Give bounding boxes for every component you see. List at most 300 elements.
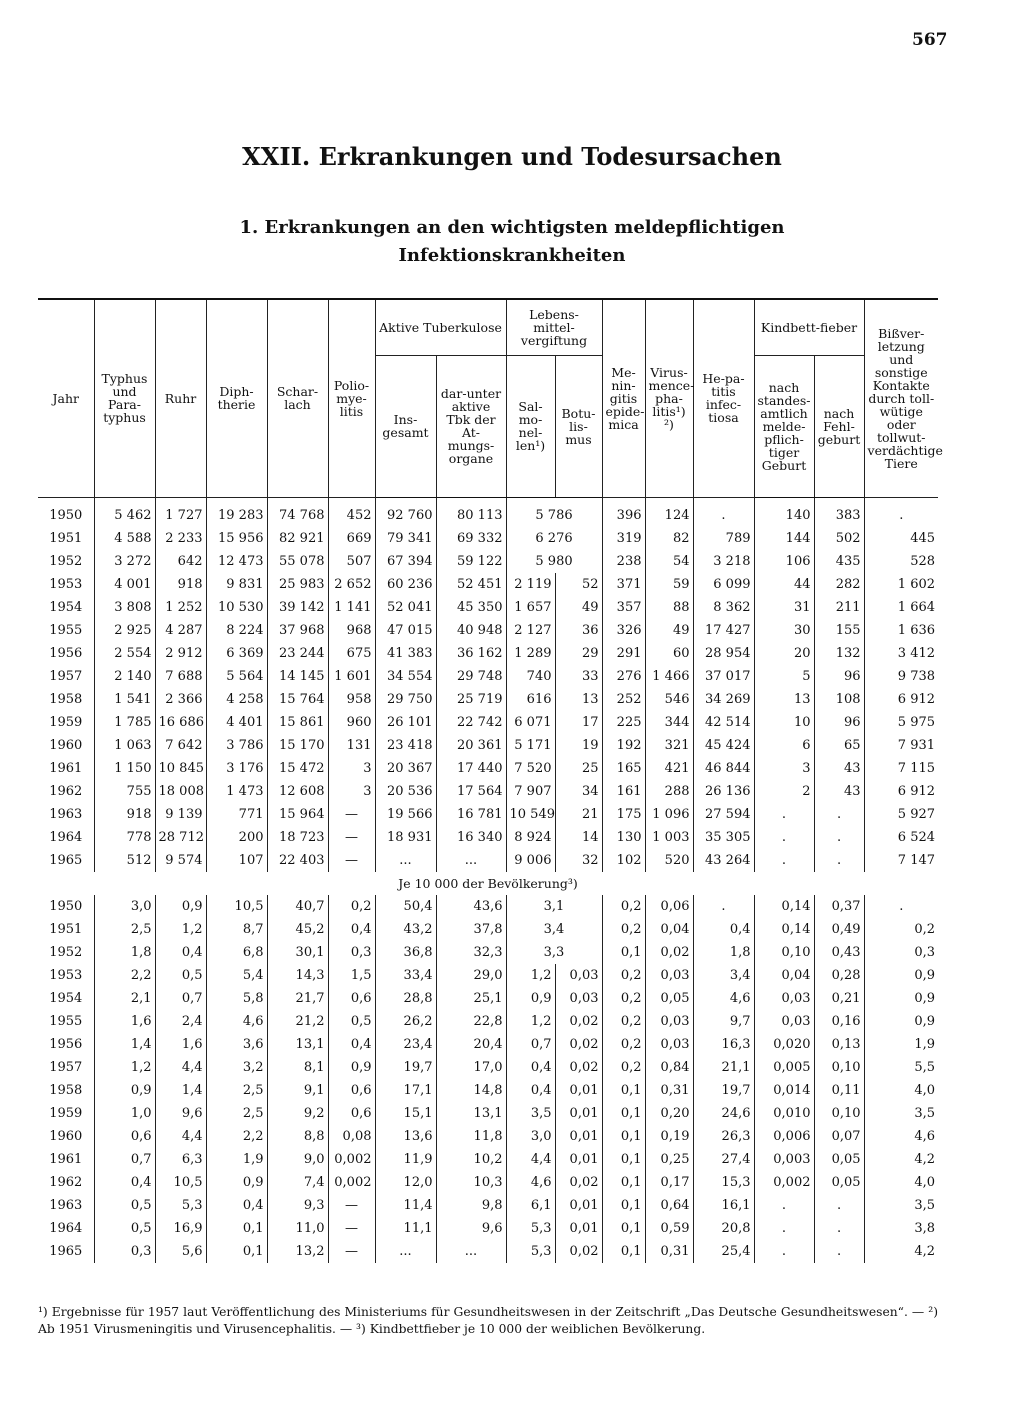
table-cell: 36 bbox=[555, 619, 602, 642]
table-cell: 5,3 bbox=[506, 1217, 555, 1240]
table-cell: 0,002 bbox=[328, 1148, 375, 1171]
col-tbk-atmung: dar-unter aktive Tbk der At-mungs-organe bbox=[436, 355, 506, 497]
table-cell: 16 781 bbox=[436, 803, 506, 826]
table-cell: 4,6 bbox=[864, 1125, 938, 1148]
table-cell: 0,1 bbox=[602, 1217, 645, 1240]
table-cell: 40,7 bbox=[267, 895, 328, 918]
table-cell: 0,4 bbox=[506, 1056, 555, 1079]
absolute-section bbox=[38, 497, 938, 872]
year-cell: 1964 bbox=[49, 829, 83, 845]
table-cell: . bbox=[693, 895, 754, 918]
table-cell: 3 bbox=[328, 757, 375, 780]
col-salmonellen: Sal-mo-nel-len¹) bbox=[506, 355, 555, 497]
table-cell: 107 bbox=[206, 849, 267, 872]
table-cell: 1,4 bbox=[155, 1079, 206, 1102]
table-cell: 11,0 bbox=[267, 1217, 328, 1240]
table-cell: 7 642 bbox=[155, 734, 206, 757]
table-row bbox=[38, 665, 938, 688]
table-cell: 20,8 bbox=[693, 1217, 754, 1240]
table-cell: 0,10 bbox=[814, 1056, 864, 1079]
table-cell: 616 bbox=[506, 688, 555, 711]
table-cell: 6 099 bbox=[693, 573, 754, 596]
table-cell: 9,1 bbox=[267, 1079, 328, 1102]
table-cell: . bbox=[754, 1240, 814, 1263]
table-cell: 321 bbox=[645, 734, 693, 757]
table-cell: 13,1 bbox=[436, 1102, 506, 1125]
table-cell: 2,2 bbox=[206, 1125, 267, 1148]
table-cell: 5 975 bbox=[864, 711, 938, 734]
table-cell: 0,03 bbox=[555, 987, 602, 1010]
table-cell: 211 bbox=[814, 596, 864, 619]
table-cell: 4 588 bbox=[94, 527, 155, 550]
table-cell: 16,9 bbox=[155, 1217, 206, 1240]
table-row bbox=[38, 596, 938, 619]
table-cell: 7 115 bbox=[864, 757, 938, 780]
col-meningitis: Me-nin-gitis epide-mica bbox=[602, 299, 645, 497]
table-cell: 82 921 bbox=[267, 527, 328, 550]
table-cell: 396 bbox=[602, 497, 645, 527]
table-cell: 0,16 bbox=[814, 1010, 864, 1033]
table-cell: 7,4 bbox=[267, 1171, 328, 1194]
table-cell: . bbox=[814, 849, 864, 872]
table-cell: 0,2 bbox=[602, 895, 645, 918]
table-cell: 0,4 bbox=[155, 941, 206, 964]
table-row bbox=[38, 497, 938, 527]
table-cell: 49 bbox=[555, 596, 602, 619]
table-cell: 0,7 bbox=[155, 987, 206, 1010]
table-cell: 10,5 bbox=[206, 895, 267, 918]
table-cell: 20,4 bbox=[436, 1033, 506, 1056]
table-cell: 0,2 bbox=[602, 1033, 645, 1056]
table-cell: 10 bbox=[754, 711, 814, 734]
table-cell: 0,05 bbox=[814, 1148, 864, 1171]
table-cell: 507 bbox=[328, 550, 375, 573]
table-cell: 25,4 bbox=[693, 1240, 754, 1263]
table-cell: 1,2 bbox=[155, 918, 206, 941]
table-cell: 2,5 bbox=[94, 918, 155, 941]
table-row bbox=[38, 1010, 938, 1033]
table-cell: — bbox=[328, 1240, 375, 1263]
table-cell: 10,2 bbox=[436, 1148, 506, 1171]
table-cell: 9,6 bbox=[155, 1102, 206, 1125]
table-row bbox=[38, 1240, 938, 1263]
table-cell: 0,02 bbox=[555, 1240, 602, 1263]
table-cell: 3,0 bbox=[94, 895, 155, 918]
table-cell: 771 bbox=[206, 803, 267, 826]
table-cell: — bbox=[328, 849, 375, 872]
table-cell: 0,11 bbox=[814, 1079, 864, 1102]
table-cell: 0,7 bbox=[94, 1148, 155, 1171]
table-cell: 0,020 bbox=[754, 1033, 814, 1056]
table-cell: 0,02 bbox=[645, 941, 693, 964]
year-cell: 1955 bbox=[49, 1013, 83, 1029]
table-cell: 9,3 bbox=[267, 1194, 328, 1217]
table-cell: 1 541 bbox=[94, 688, 155, 711]
table-cell: 1 096 bbox=[645, 803, 693, 826]
table-cell: 1 664 bbox=[864, 596, 938, 619]
table-cell: 960 bbox=[328, 711, 375, 734]
table-cell: 4,4 bbox=[155, 1125, 206, 1148]
table-cell: 17,1 bbox=[375, 1079, 436, 1102]
table-cell: 0,014 bbox=[754, 1079, 814, 1102]
table-cell: 0,5 bbox=[155, 964, 206, 987]
table-cell: 17,0 bbox=[436, 1056, 506, 1079]
table-cell: 7 688 bbox=[155, 665, 206, 688]
table-cell: 49 bbox=[645, 619, 693, 642]
table-cell: 740 bbox=[506, 665, 555, 688]
table-cell: 1,9 bbox=[206, 1148, 267, 1171]
table-cell: ... bbox=[375, 1240, 436, 1263]
table-cell: 37 017 bbox=[693, 665, 754, 688]
col-group-lebensmittel: Lebens-mittel-vergiftung bbox=[506, 299, 602, 355]
table-cell: 45 424 bbox=[693, 734, 754, 757]
table-cell: 42 514 bbox=[693, 711, 754, 734]
table-row bbox=[38, 1125, 938, 1148]
table-cell: 7 907 bbox=[506, 780, 555, 803]
table-cell: 12,0 bbox=[375, 1171, 436, 1194]
table-cell: 0,01 bbox=[555, 1194, 602, 1217]
table-cell: 4,2 bbox=[864, 1148, 938, 1171]
table-cell: 9,7 bbox=[693, 1010, 754, 1033]
table-cell: 326 bbox=[602, 619, 645, 642]
table-cell: 8,1 bbox=[267, 1056, 328, 1079]
table-cell: 3,1 bbox=[506, 895, 602, 918]
table-cell: 0,01 bbox=[555, 1125, 602, 1148]
table-cell: . bbox=[754, 1217, 814, 1240]
table-cell: 5,3 bbox=[155, 1194, 206, 1217]
table-cell: ... bbox=[436, 849, 506, 872]
table-cell: 6,3 bbox=[155, 1148, 206, 1171]
table-cell: 23 244 bbox=[267, 642, 328, 665]
table-cell: 0,1 bbox=[602, 1102, 645, 1125]
table-cell: 968 bbox=[328, 619, 375, 642]
table-cell: 52 bbox=[555, 573, 602, 596]
table-cell: 0,2 bbox=[602, 964, 645, 987]
table-cell: 0,9 bbox=[506, 987, 555, 1010]
col-group-kindbett: Kindbett-fieber bbox=[754, 299, 864, 355]
table-cell: . bbox=[814, 1240, 864, 1263]
table-cell: 29 bbox=[555, 642, 602, 665]
year-cell: 1952 bbox=[49, 553, 83, 569]
table-cell: 5,3 bbox=[506, 1240, 555, 1263]
table-cell: 15 170 bbox=[267, 734, 328, 757]
table-cell: 291 bbox=[602, 642, 645, 665]
table-cell: 0,01 bbox=[555, 1217, 602, 1240]
table-cell: — bbox=[328, 826, 375, 849]
year-cell: 1958 bbox=[49, 691, 83, 707]
table-cell: 30,1 bbox=[267, 941, 328, 964]
table-row bbox=[38, 550, 938, 573]
table-cell: — bbox=[328, 803, 375, 826]
table-cell: . bbox=[754, 849, 814, 872]
table-cell: 0,005 bbox=[754, 1056, 814, 1079]
table-cell: 5 927 bbox=[864, 803, 938, 826]
table-row bbox=[38, 573, 938, 596]
table-cell: 13,2 bbox=[267, 1240, 328, 1263]
table-cell: 9 831 bbox=[206, 573, 267, 596]
table-cell: 1 003 bbox=[645, 826, 693, 849]
table-cell: 0,03 bbox=[645, 1033, 693, 1056]
table-cell: 546 bbox=[645, 688, 693, 711]
table-cell: 5 786 bbox=[506, 497, 602, 527]
table-cell: 14 145 bbox=[267, 665, 328, 688]
table-cell: 5,4 bbox=[206, 964, 267, 987]
table-cell: 46 844 bbox=[693, 757, 754, 780]
table-cell: 0,13 bbox=[814, 1033, 864, 1056]
table-cell: 102 bbox=[602, 849, 645, 872]
table-cell: 20 536 bbox=[375, 780, 436, 803]
table-cell: 6 912 bbox=[864, 688, 938, 711]
col-botulismus: Botu-lis-mus bbox=[555, 355, 602, 497]
table-cell: 3,5 bbox=[864, 1102, 938, 1125]
table-cell: 0,1 bbox=[602, 1194, 645, 1217]
table-cell: 165 bbox=[602, 757, 645, 780]
table-cell: 200 bbox=[206, 826, 267, 849]
infection-table bbox=[38, 298, 943, 1263]
table-cell: 0,03 bbox=[555, 964, 602, 987]
table-cell: 0,1 bbox=[602, 1079, 645, 1102]
table-cell: 9 738 bbox=[864, 665, 938, 688]
table-row bbox=[38, 711, 938, 734]
table-cell: 60 bbox=[645, 642, 693, 665]
table-cell: 6 912 bbox=[864, 780, 938, 803]
table-cell: 9 574 bbox=[155, 849, 206, 872]
table-row bbox=[38, 780, 938, 803]
table-cell: 452 bbox=[328, 497, 375, 527]
table-cell: 1 063 bbox=[94, 734, 155, 757]
table-cell: 0,04 bbox=[645, 918, 693, 941]
table-cell: 13,6 bbox=[375, 1125, 436, 1148]
table-cell: 0,05 bbox=[814, 1171, 864, 1194]
table-cell: 12 608 bbox=[267, 780, 328, 803]
table-cell: 0,002 bbox=[328, 1171, 375, 1194]
footnotes: ¹) Ergebnisse für 1957 laut Veröffentlichung des Ministeriums für Gesundheitswesen in der Zeitschrift „Das Deutsche Gesundheitswesen“. — ²) Ab 1951 Virusmeningitis und Virusencephalitis. — ³) Kindbettfieber je 10 000 der weiblichen Bevölkerung. bbox=[38, 1305, 938, 1336]
table-cell: 755 bbox=[94, 780, 155, 803]
table-cell: 2,4 bbox=[155, 1010, 206, 1033]
col-typhus: Typhus und Para-typhus bbox=[94, 299, 155, 497]
table-cell: 528 bbox=[864, 550, 938, 573]
table-cell: 45 350 bbox=[436, 596, 506, 619]
table-row bbox=[38, 527, 938, 550]
table-cell: 15 861 bbox=[267, 711, 328, 734]
table-cell: 92 760 bbox=[375, 497, 436, 527]
table-cell: 28,8 bbox=[375, 987, 436, 1010]
table-cell: 1,2 bbox=[506, 1010, 555, 1033]
table-cell: 9 006 bbox=[506, 849, 555, 872]
table-cell: 6,8 bbox=[206, 941, 267, 964]
table-cell: 3 808 bbox=[94, 596, 155, 619]
table-cell: — bbox=[328, 1217, 375, 1240]
table-cell: 10 549 bbox=[506, 803, 555, 826]
table-cell: 4 001 bbox=[94, 573, 155, 596]
table-cell: 9,2 bbox=[267, 1102, 328, 1125]
table-cell: 3 412 bbox=[864, 642, 938, 665]
table-cell: 11,1 bbox=[375, 1217, 436, 1240]
table-cell: 12 473 bbox=[206, 550, 267, 573]
table-cell: 80 113 bbox=[436, 497, 506, 527]
table-row bbox=[38, 757, 938, 780]
col-scharlach: Schar-lach bbox=[267, 299, 328, 497]
table-cell: 15 764 bbox=[267, 688, 328, 711]
table-cell: 0,14 bbox=[754, 895, 814, 918]
year-cell: 1962 bbox=[49, 783, 83, 799]
table-cell: 37 968 bbox=[267, 619, 328, 642]
table-cell: 35 305 bbox=[693, 826, 754, 849]
table-cell: 4 401 bbox=[206, 711, 267, 734]
table-cell: 29,0 bbox=[436, 964, 506, 987]
table-cell: 276 bbox=[602, 665, 645, 688]
year-cell: 1951 bbox=[49, 921, 83, 937]
table-cell: 8 924 bbox=[506, 826, 555, 849]
table-cell: 1 785 bbox=[94, 711, 155, 734]
per-10000-heading: Je 10 000 der Bevölkerung³) bbox=[398, 875, 578, 891]
table-cell: 3,5 bbox=[864, 1194, 938, 1217]
year-cell: 1965 bbox=[49, 1243, 83, 1259]
table-cell: 29 750 bbox=[375, 688, 436, 711]
table-cell: 0,2 bbox=[602, 1010, 645, 1033]
table-cell: 0,03 bbox=[754, 987, 814, 1010]
table-cell: 0,9 bbox=[94, 1079, 155, 1102]
table-cell: 79 341 bbox=[375, 527, 436, 550]
table-cell: 192 bbox=[602, 734, 645, 757]
table-cell: 43 bbox=[814, 757, 864, 780]
table-row bbox=[38, 734, 938, 757]
col-polio: Polio-mye-litis bbox=[328, 299, 375, 497]
table-cell: 32,3 bbox=[436, 941, 506, 964]
table-cell: 421 bbox=[645, 757, 693, 780]
table-cell: 0,02 bbox=[555, 1010, 602, 1033]
table-cell: 4,6 bbox=[206, 1010, 267, 1033]
year-cell: 1957 bbox=[49, 668, 83, 684]
table-cell: 1,6 bbox=[155, 1033, 206, 1056]
table-cell: 34 269 bbox=[693, 688, 754, 711]
table-cell: 0,10 bbox=[814, 1102, 864, 1125]
table-cell: 40 948 bbox=[436, 619, 506, 642]
year-cell: 1964 bbox=[49, 1220, 83, 1236]
table-row bbox=[38, 826, 938, 849]
table-cell: 3,4 bbox=[693, 964, 754, 987]
table-cell: 778 bbox=[94, 826, 155, 849]
table-cell: . bbox=[754, 803, 814, 826]
table-cell: 1 657 bbox=[506, 596, 555, 619]
table-title bbox=[0, 214, 1024, 270]
table-cell: 282 bbox=[814, 573, 864, 596]
table-cell: 6 369 bbox=[206, 642, 267, 665]
table-cell: 8 224 bbox=[206, 619, 267, 642]
table-cell: 175 bbox=[602, 803, 645, 826]
year-cell: 1956 bbox=[49, 1036, 83, 1052]
table-cell: 5 171 bbox=[506, 734, 555, 757]
table-cell: 9,8 bbox=[436, 1194, 506, 1217]
table-cell: 0,002 bbox=[754, 1171, 814, 1194]
table-cell: 0,3 bbox=[94, 1240, 155, 1263]
table-title-line-2: Infektionskrankheiten bbox=[398, 245, 626, 266]
col-kb-geburt: nach standes-amtlich melde-pflich-tiger Geburt bbox=[754, 355, 814, 497]
table-cell: 0,1 bbox=[602, 941, 645, 964]
table-cell: 47 015 bbox=[375, 619, 436, 642]
table-cell: 520 bbox=[645, 849, 693, 872]
table-cell: 22 403 bbox=[267, 849, 328, 872]
table-cell: 2,1 bbox=[94, 987, 155, 1010]
table-cell: 55 078 bbox=[267, 550, 328, 573]
table-cell: 7 147 bbox=[864, 849, 938, 872]
table-cell: 19,7 bbox=[375, 1056, 436, 1079]
table-cell: 45,2 bbox=[267, 918, 328, 941]
table-cell: 1 289 bbox=[506, 642, 555, 665]
chapter-title: XXII. Erkrankungen und Todesursachen bbox=[242, 142, 782, 171]
table-cell: 13 bbox=[754, 688, 814, 711]
table-cell: 2,5 bbox=[206, 1079, 267, 1102]
table-cell: 1,2 bbox=[94, 1056, 155, 1079]
table-cell: 43 264 bbox=[693, 849, 754, 872]
table-cell: 25 bbox=[555, 757, 602, 780]
table-row bbox=[38, 619, 938, 642]
table-cell: 124 bbox=[645, 497, 693, 527]
table-cell: 1 602 bbox=[864, 573, 938, 596]
table-cell: 6,1 bbox=[506, 1194, 555, 1217]
table-cell: 88 bbox=[645, 596, 693, 619]
table-cell: 918 bbox=[155, 573, 206, 596]
table-cell: 65 bbox=[814, 734, 864, 757]
table-cell: 0,04 bbox=[754, 964, 814, 987]
table-cell: 502 bbox=[814, 527, 864, 550]
relative-section bbox=[38, 895, 938, 1263]
year-cell: 1953 bbox=[49, 576, 83, 592]
table-cell: 21,2 bbox=[267, 1010, 328, 1033]
year-cell: 1963 bbox=[49, 1197, 83, 1213]
table-cell: 0,21 bbox=[814, 987, 864, 1010]
table-cell: 140 bbox=[754, 497, 814, 527]
table-cell: 74 768 bbox=[267, 497, 328, 527]
table-cell: 1 636 bbox=[864, 619, 938, 642]
table-cell: 17 564 bbox=[436, 780, 506, 803]
table-row bbox=[38, 1056, 938, 1079]
year-cell: 1959 bbox=[49, 714, 83, 730]
table-cell: 2 912 bbox=[155, 642, 206, 665]
table-cell: 5 980 bbox=[506, 550, 602, 573]
table-cell: 13 bbox=[555, 688, 602, 711]
year-cell: 1959 bbox=[49, 1105, 83, 1121]
table-cell: 2 233 bbox=[155, 527, 206, 550]
table-cell: 106 bbox=[754, 550, 814, 573]
year-cell: 1957 bbox=[49, 1059, 83, 1075]
table-cell: 23,4 bbox=[375, 1033, 436, 1056]
table-cell: 10,3 bbox=[436, 1171, 506, 1194]
table-cell: 1 141 bbox=[328, 596, 375, 619]
section-separator bbox=[38, 872, 938, 895]
table-cell: 15 964 bbox=[267, 803, 328, 826]
table-cell: 0,84 bbox=[645, 1056, 693, 1079]
table-cell: 20 bbox=[754, 642, 814, 665]
table-cell: 0,5 bbox=[94, 1194, 155, 1217]
table-cell: 4,6 bbox=[693, 987, 754, 1010]
table-cell: 28 954 bbox=[693, 642, 754, 665]
table-cell: 512 bbox=[94, 849, 155, 872]
table-cell: 17 440 bbox=[436, 757, 506, 780]
table-cell: 2,5 bbox=[206, 1102, 267, 1125]
table-cell: 10,5 bbox=[155, 1171, 206, 1194]
table-cell: 10 530 bbox=[206, 596, 267, 619]
table-cell: 26,2 bbox=[375, 1010, 436, 1033]
table-cell: 5 bbox=[754, 665, 814, 688]
table-cell: 161 bbox=[602, 780, 645, 803]
year-cell: 1965 bbox=[49, 852, 83, 868]
table-row bbox=[38, 941, 938, 964]
table-cell: 4 258 bbox=[206, 688, 267, 711]
col-ruhr: Ruhr bbox=[155, 299, 206, 497]
table-cell: 0,4 bbox=[94, 1171, 155, 1194]
col-virus: Virus-mence-pha-litis¹) ²) bbox=[645, 299, 693, 497]
